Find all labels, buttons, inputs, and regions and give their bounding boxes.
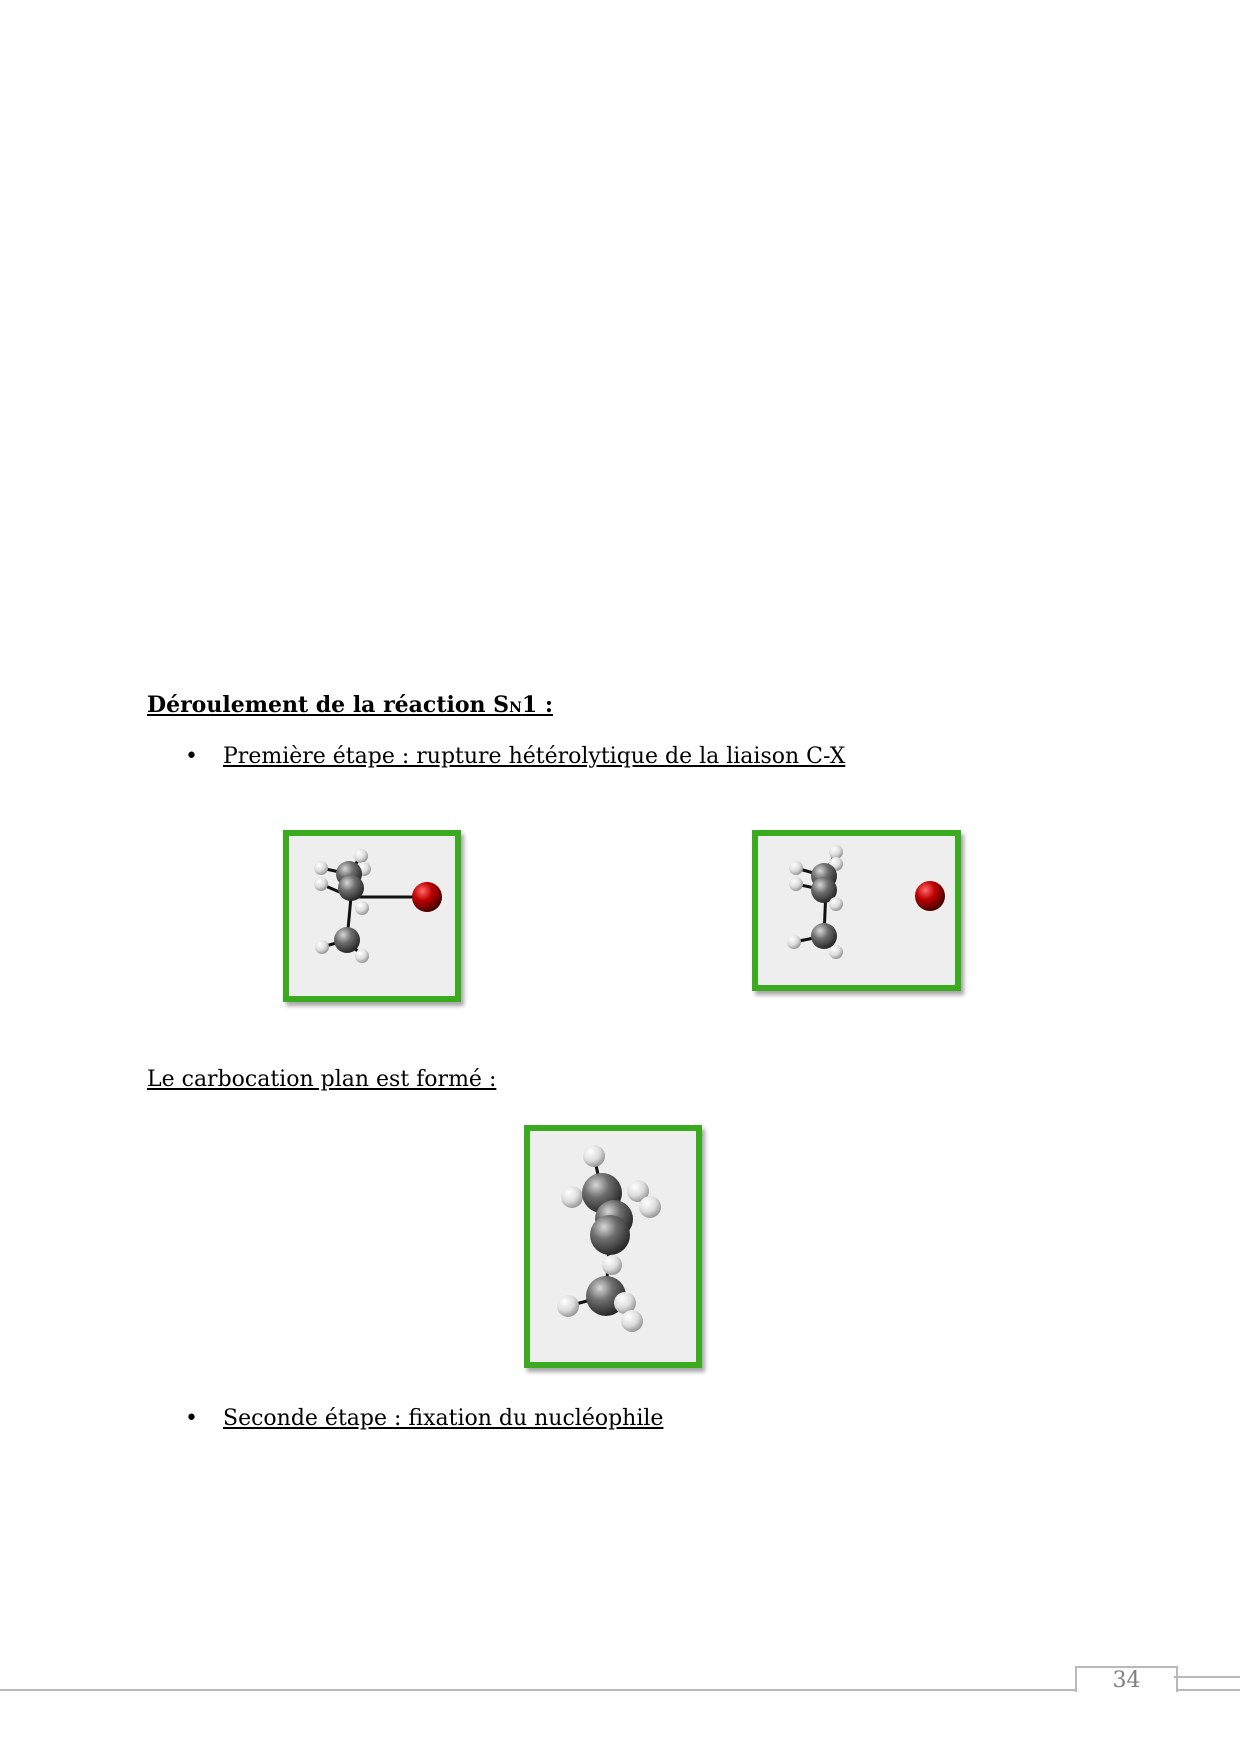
molecule-figure-3 xyxy=(524,1125,702,1368)
molecule-figure-1 xyxy=(283,830,461,1002)
heading-text: Déroulement de la réaction S xyxy=(147,692,510,718)
page-number: 34 xyxy=(1112,1668,1141,1693)
bullet-item-step1 xyxy=(185,744,845,769)
heading-suffix: 1 : xyxy=(521,692,553,718)
footer-line xyxy=(0,1689,1240,1691)
molecule-dissociated-image xyxy=(758,836,955,985)
section-heading xyxy=(147,692,553,718)
molecule-carbocation-image xyxy=(530,1131,696,1362)
molecule-figure-2 xyxy=(752,830,961,991)
molecule-halogenoalkane-image xyxy=(289,836,455,996)
heading-subscript: N xyxy=(509,700,522,716)
bullet-icon: • xyxy=(185,1406,198,1431)
footer-line-right xyxy=(1174,1676,1240,1678)
carbocation-caption: Le carbocation plan est formé : xyxy=(147,1067,497,1092)
bullet-text-step2: Seconde étape : fixation du nucléophile xyxy=(223,1406,664,1431)
bullet-text-step1: Première étape : rupture hétérolytique de la liaison C-X xyxy=(223,744,846,769)
bullet-icon: • xyxy=(185,744,198,769)
bullet-item-step2 xyxy=(185,1406,663,1431)
